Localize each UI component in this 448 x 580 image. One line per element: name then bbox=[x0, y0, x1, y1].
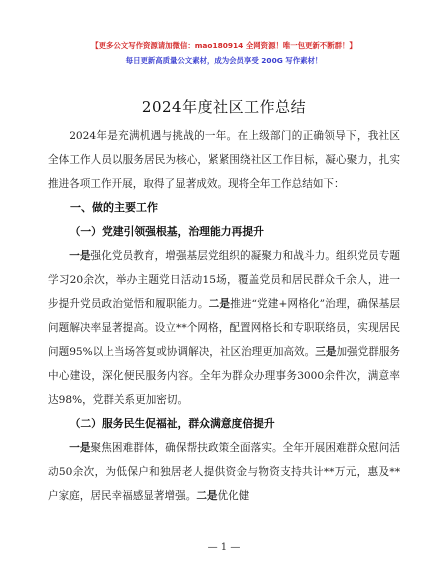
paragraph-text: 加强党群服务中心建设，深化便民服务内容。全年为群众办理事务3000余件次，满意率达98%，党群关系更加密切。 bbox=[48, 346, 401, 406]
lead-marker: 二是 bbox=[196, 490, 218, 502]
subsection-heading-2: （二）服务民生促福祉，群众满意度倍提升 bbox=[69, 417, 275, 430]
intro-paragraph: 2024年是充满机遇与挑战的一年。在上级部门的正确领导下，我社区全体工作人员以服务居民为核心，紧紧围绕社区工作目标，凝心聚力，扎实推进各项工作开展，取得了显著成效。现将全年工作总结如下： bbox=[48, 130, 400, 190]
section-heading: 一、做的主要工作 bbox=[70, 201, 158, 214]
paragraph-text: 推进“党建+网格化”治理，确保基层问题解决率显著提高。设立**个网格，配置网格长和专职联络员，实现居民问题95%以上当场答复或协调解决，社区治理更加高效。 bbox=[48, 298, 401, 358]
document-body bbox=[48, 124, 400, 508]
promo-banner-red: 【更多公文写作资源请加微信：mao180914 全网资源！唯一包更新不断群！】 bbox=[91, 41, 357, 50]
lead-marker: 一是 bbox=[69, 250, 91, 262]
subsection-2-paragraph bbox=[48, 436, 400, 508]
page-number: — 1 — bbox=[207, 542, 241, 553]
lead-marker: 三是 bbox=[315, 346, 337, 358]
lead-marker: 一是 bbox=[69, 442, 91, 454]
paragraph-text: 聚焦困难群体，确保帮扶政策全面落实。全年开展困难群众慰问活动50余次，为低保户和独居老人提供资金与物资支持共计**万元，惠及**户家庭，居民幸福感显著增强。 bbox=[48, 442, 401, 502]
paragraph-text: 强化党员教育，增强基层党组织的凝聚力和战斗力。组织党员专题学习20余次，举办主题党日活动15场，覆盖党员和居民群众千余人，进一步提升党员政治觉悟和履职能力。 bbox=[48, 250, 401, 310]
document-title: 2024年度社区工作总结 bbox=[141, 98, 307, 116]
subsection-1-paragraph bbox=[48, 244, 400, 412]
subsection-heading-1: （一）党建引领强根基，治理能力再提升 bbox=[69, 225, 264, 238]
paragraph-text: 优化健 bbox=[217, 490, 250, 502]
lead-marker: 二是 bbox=[208, 298, 231, 310]
promo-banner-blue: 每日更新高质量公文素材，成为会员享受 200G 写作素材！ bbox=[125, 56, 323, 65]
